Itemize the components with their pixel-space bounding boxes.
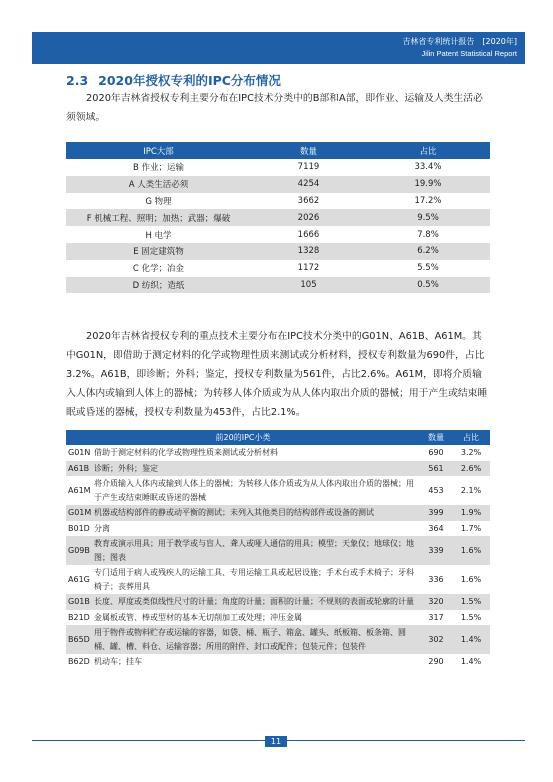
ipc-description: 诊断；外科；鉴定 bbox=[94, 461, 420, 477]
patent-count: 2026 bbox=[251, 209, 366, 226]
share-value: 1.5% bbox=[452, 594, 490, 610]
ipc-description: 机动车；挂车 bbox=[94, 654, 420, 670]
patent-count: 7119 bbox=[251, 159, 366, 176]
column-header: 前20的IPC小类 bbox=[66, 430, 420, 445]
ipc-section-name: B 作业；运输 bbox=[66, 159, 251, 176]
patent-count: 1172 bbox=[251, 260, 366, 277]
ipc-code: G01M bbox=[66, 505, 94, 521]
table-row bbox=[66, 209, 490, 226]
share-value: 9.5% bbox=[366, 209, 490, 226]
ipc-description: 专门适用于病人或残疾人的运输工具、专用运输工具或起居设施；手术台或手术椅子；牙科椅子；丧葬用具 bbox=[94, 565, 420, 594]
patent-count: 561 bbox=[420, 461, 452, 477]
ipc-description: 用于物件或物料贮存或运输的容器，如袋、桶、瓶子、箱盒、罐头、纸板箱、板条箱、圆桶、罐、槽、料仓、运输容器；所用的附件、封口或配件；包装元件；包装件 bbox=[94, 625, 420, 654]
ipc-section-name: G 物理 bbox=[66, 193, 251, 210]
section-title bbox=[66, 71, 281, 89]
patent-count: 317 bbox=[420, 610, 452, 626]
patent-count: 1666 bbox=[251, 226, 366, 243]
table-row bbox=[66, 461, 490, 477]
ipc-section-name: D 纺织；造纸 bbox=[66, 277, 251, 294]
report-header bbox=[32, 32, 525, 64]
ipc-description: 将介质输入人体内或输到人体上的器械；为转移人体介质或为从人体内取出介质的器械；用于产生或结束睡眠或昏迷的器械 bbox=[94, 476, 420, 505]
share-value: 5.5% bbox=[366, 260, 490, 277]
table-row bbox=[66, 277, 490, 294]
table-row bbox=[66, 476, 490, 505]
table-row bbox=[66, 654, 490, 670]
table-row bbox=[66, 521, 490, 537]
patent-count: 690 bbox=[420, 445, 452, 461]
ipc-code: B65D bbox=[66, 625, 94, 654]
table-row bbox=[66, 176, 490, 193]
key-tech-text: 2020年吉林省授权专利的重点技术主要分布在IPC技术分类中的G01N、A61B、A61M。其中G01N，即借助于测定材料的化学或物理性质来测试或分析材料，授权专利数量为690件，占比3.2%。A61B，即诊断；外科；鉴定，授权专利数量为561件，占比2.6%。A61M，即将介质输入人体内或输到人体上的器械；为转移人体介质或为从人体内取出介质的器械；用于产生或结束睡眠或昏迷的器械，授权专利数量为453件，占比2.1%。 bbox=[66, 331, 488, 418]
patent-count: 1328 bbox=[251, 243, 366, 260]
table-row bbox=[66, 193, 490, 210]
share-value: 33.4% bbox=[366, 159, 490, 176]
share-value: 3.2% bbox=[452, 445, 490, 461]
ipc-section-name: A 人类生活必须 bbox=[66, 176, 251, 193]
ipc-description: 金属板或管、棒或型材的基本无切削加工或处理；冲压金属 bbox=[94, 610, 420, 626]
patent-count: 3662 bbox=[251, 193, 366, 210]
section-number: 2.3 bbox=[66, 73, 89, 88]
share-value: 2.6% bbox=[452, 461, 490, 477]
column-header: 数量 bbox=[251, 142, 366, 159]
ipc-code: G01N bbox=[66, 445, 94, 461]
share-value: 19.9% bbox=[366, 176, 490, 193]
table-row bbox=[66, 594, 490, 610]
header-title-cn: 吉林省专利统计报告 [2020年] bbox=[402, 37, 517, 46]
ipc-code: A61G bbox=[66, 565, 94, 594]
column-header: 占比 bbox=[366, 142, 490, 159]
section-heading: 2020年授权专利的IPC分布情况 bbox=[98, 73, 281, 88]
share-value: 1.7% bbox=[452, 521, 490, 537]
ipc-section-name: F 机械工程、照明；加热；武器；爆破 bbox=[66, 209, 251, 226]
ipc-section-table bbox=[66, 142, 490, 293]
ipc-description: 长度、厚度或类似线性尺寸的计量；角度的计量；面积的计量；不规则的表面或轮廓的计量 bbox=[94, 594, 420, 610]
top20-ipc-table bbox=[66, 430, 490, 670]
page-number: 11 bbox=[265, 736, 287, 747]
share-value: 1.6% bbox=[452, 565, 490, 594]
ipc-code: A61M bbox=[66, 476, 94, 505]
ipc-section-name: C 化学；冶金 bbox=[66, 260, 251, 277]
intro-paragraph bbox=[66, 89, 490, 127]
table-row bbox=[66, 565, 490, 594]
table-row bbox=[66, 243, 490, 260]
table-row bbox=[66, 505, 490, 521]
table-row bbox=[66, 625, 490, 654]
ipc-description: 教育或演示用具；用于教学或与盲人、聋人或哑人通信的用具；模型；天象仪；地球仪；地图；图表 bbox=[94, 536, 420, 565]
share-value: 1.4% bbox=[452, 654, 490, 670]
patent-count: 364 bbox=[420, 521, 452, 537]
patent-count: 339 bbox=[420, 536, 452, 565]
ipc-section-name: E 固定建筑物 bbox=[66, 243, 251, 260]
ipc-section-name: H 电学 bbox=[66, 226, 251, 243]
patent-count: 320 bbox=[420, 594, 452, 610]
patent-count: 336 bbox=[420, 565, 452, 594]
patent-count: 290 bbox=[420, 654, 452, 670]
share-value: 0.5% bbox=[366, 277, 490, 294]
patent-count: 105 bbox=[251, 277, 366, 294]
share-value: 1.6% bbox=[452, 536, 490, 565]
ipc-code: G01B bbox=[66, 594, 94, 610]
header-title-en: Jilin Patent Statistical Report bbox=[421, 49, 517, 58]
key-tech-paragraph bbox=[66, 327, 490, 422]
share-value: 1.5% bbox=[452, 610, 490, 626]
share-value: 2.1% bbox=[452, 476, 490, 505]
column-header: 占比 bbox=[452, 430, 490, 445]
share-value: 7.8% bbox=[366, 226, 490, 243]
table-row bbox=[66, 260, 490, 277]
intro-text: 2020年吉林省授权专利主要分布在IPC技术分类中的B部和A部，即作业、运输及人类生活必须领域。 bbox=[66, 93, 483, 123]
ipc-code: B01D bbox=[66, 521, 94, 537]
ipc-code: B62D bbox=[66, 654, 94, 670]
ipc-description: 分离 bbox=[94, 521, 420, 537]
table-row bbox=[66, 445, 490, 461]
share-value: 1.9% bbox=[452, 505, 490, 521]
table-row bbox=[66, 536, 490, 565]
patent-count: 453 bbox=[420, 476, 452, 505]
patent-count: 4254 bbox=[251, 176, 366, 193]
patent-count: 399 bbox=[420, 505, 452, 521]
table-row bbox=[66, 610, 490, 626]
table-row bbox=[66, 226, 490, 243]
column-header: IPC大部 bbox=[66, 142, 251, 159]
share-value: 6.2% bbox=[366, 243, 490, 260]
ipc-code: G09B bbox=[66, 536, 94, 565]
patent-count: 302 bbox=[420, 625, 452, 654]
ipc-description: 机器或结构部件的静或动平衡的测试；未列入其他类目的结构部件或设备的测试 bbox=[94, 505, 420, 521]
column-header: 数量 bbox=[420, 430, 452, 445]
ipc-description: 借助于测定材料的化学或物理性质来测试或分析材料 bbox=[94, 445, 420, 461]
ipc-code: B21D bbox=[66, 610, 94, 626]
share-value: 17.2% bbox=[366, 193, 490, 210]
table-header-row bbox=[66, 142, 490, 159]
table-row bbox=[66, 159, 490, 176]
share-value: 1.4% bbox=[452, 625, 490, 654]
ipc-code: A61B bbox=[66, 461, 94, 477]
table-header-row bbox=[66, 430, 490, 445]
